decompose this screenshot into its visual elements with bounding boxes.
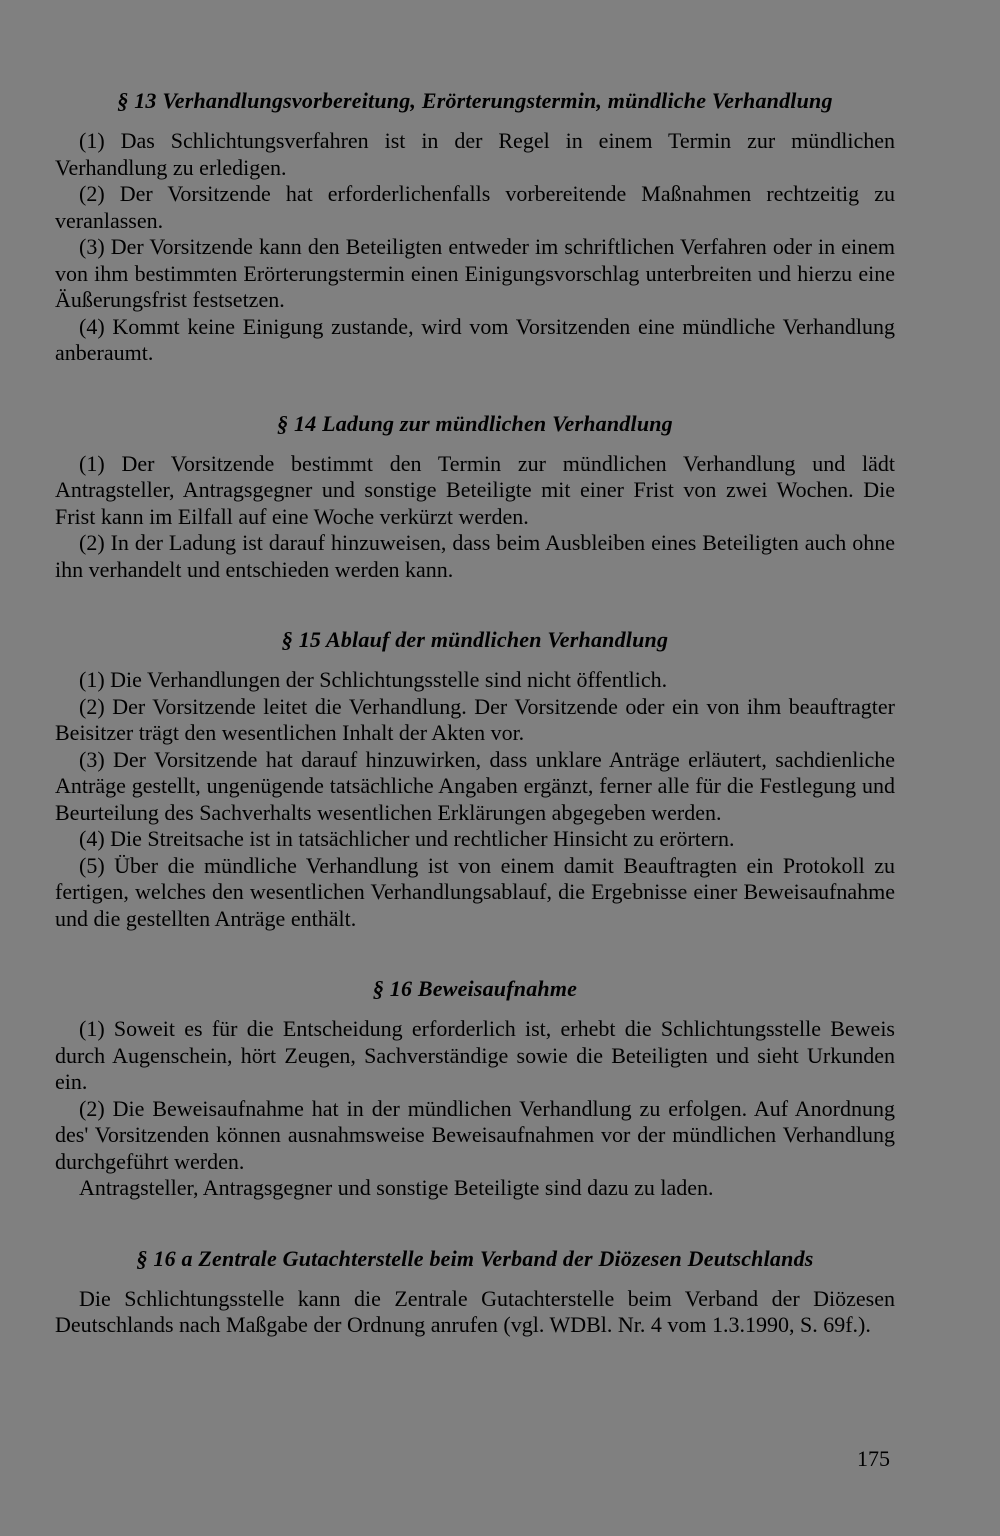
paragraph: (3) Der Vorsitzende hat darauf hinzuwirken, dass unklare Anträge erläutert, sachdienliche Anträge gestellt, ungenügende tatsächliche Angaben ergänzt, ferner alle für die Festlegung und Beurteilung des Sachverhalts wesentlichen Erklärungen abgegeben werden. <box>55 746 895 825</box>
section-spacer <box>55 932 895 972</box>
page-number: 175 <box>857 1446 890 1471</box>
section-13 <box>55 84 895 367</box>
paragraph: (1) Der Vorsitzende bestimmt den Termin zur mündlichen Verhandlung und lädt Antragsteller, Antragsgegner und sonstige Beteiligte mit einer Frist von zwei Wochen. Die Frist kann im Eilfall auf eine Woche verkürzt werden. <box>55 450 895 529</box>
section-14 <box>55 407 895 584</box>
section-16a <box>55 1242 895 1339</box>
paragraph: (1) Das Schlichtungsverfahren ist in der Regel in einem Termin zur mündlichen Verhandlung zu erledigen. <box>55 128 895 180</box>
paragraph: (3) Der Vorsitzende kann den Beteiligten entweder im schriftlichen Verfahren oder in einem von ihm bestimmten Erörterungstermin einen Einigungsvorschlag unterbreiten und hierzu eine Äußerungsfrist festsetzen. <box>55 234 895 312</box>
section-spacer <box>55 1202 895 1242</box>
paragraph: (2) Die Beweisaufnahme hat in der mündlichen Verhandlung zu erfolgen. Auf Anordnung des' Vorsitzenden können ausnahmsweise Beweisaufnahmen vor der mündlichen Verhandlung durchgeführt werden. <box>55 1095 895 1174</box>
paragraph: (5) Über die mündliche Verhandlung ist von einem damit Beauftragten ein Protokoll zu fertigen, welches den wesentlichen Verhandlungsablauf, die Ergebnisse einer Beweisaufnahme und die gestellten Anträge enthält. <box>55 852 895 931</box>
paragraph: Die Schlichtungsstelle kann die Zentrale Gutachterstelle beim Verband der Diözesen Deutschlands nach Maßgabe der Ordnung anrufen (vgl. WDBl. Nr. 4 vom 1.3.1990, S. 69f.). <box>55 1285 895 1337</box>
paragraph: Antragsteller, Antragsgegner und sonstige Beteiligte sind dazu zu laden. <box>79 1175 714 1200</box>
section-heading: § 16 a Zentrale Gutachterstelle beim Verband der Diözesen Deutschlands <box>136 1245 814 1271</box>
paragraph: (2) In der Ladung ist darauf hinzuweisen, dass beim Ausbleiben eines Beteiligten auch ohne ihn verhandelt und entschieden werden kann. <box>55 530 895 582</box>
paragraph: (1) Soweit es für die Entscheidung erforderlich ist, erhebt die Schlichtungsstelle Beweis durch Augenschein, hört Zeugen, Sachverständige sowie die Beteiligten und sieht Urkunden ein. <box>55 1016 895 1094</box>
section-spacer <box>55 583 895 623</box>
section-15 <box>55 623 895 932</box>
section-heading: § 14 Ladung zur mündlichen Verhandlung <box>277 410 673 436</box>
document-page <box>55 84 895 1504</box>
section-16 <box>55 972 895 1202</box>
paragraph: (4) Die Streitsache ist in tatsächlicher und rechtlicher Hinsicht zu erörtern. <box>79 826 735 851</box>
section-heading: § 13 Verhandlungsvorbereitung, Erörterungstermin, mündliche Verhandlung <box>117 88 833 113</box>
paragraph: (4) Kommt keine Einigung zustande, wird vom Vorsitzenden eine mündliche Verhandlung anberaumt. <box>55 313 895 365</box>
section-heading: § 16 Beweisaufnahme <box>372 976 578 1001</box>
paragraph: (2) Der Vorsitzende hat erforderlichenfalls vorbereitende Maßnahmen rechtzeitig zu veranlassen. <box>55 181 895 233</box>
section-heading: § 15 Ablauf der mündlichen Verhandlung <box>281 627 669 652</box>
section-spacer <box>55 367 895 407</box>
paragraph: (2) Der Vorsitzende leitet die Verhandlung. Der Vorsitzende oder ein von ihm beauftragter Beisitzer trägt den wesentlichen Inhalt der Akten vor. <box>55 693 895 745</box>
paragraph: (1) Die Verhandlungen der Schlichtungsstelle sind nicht öffentlich. <box>79 667 668 692</box>
